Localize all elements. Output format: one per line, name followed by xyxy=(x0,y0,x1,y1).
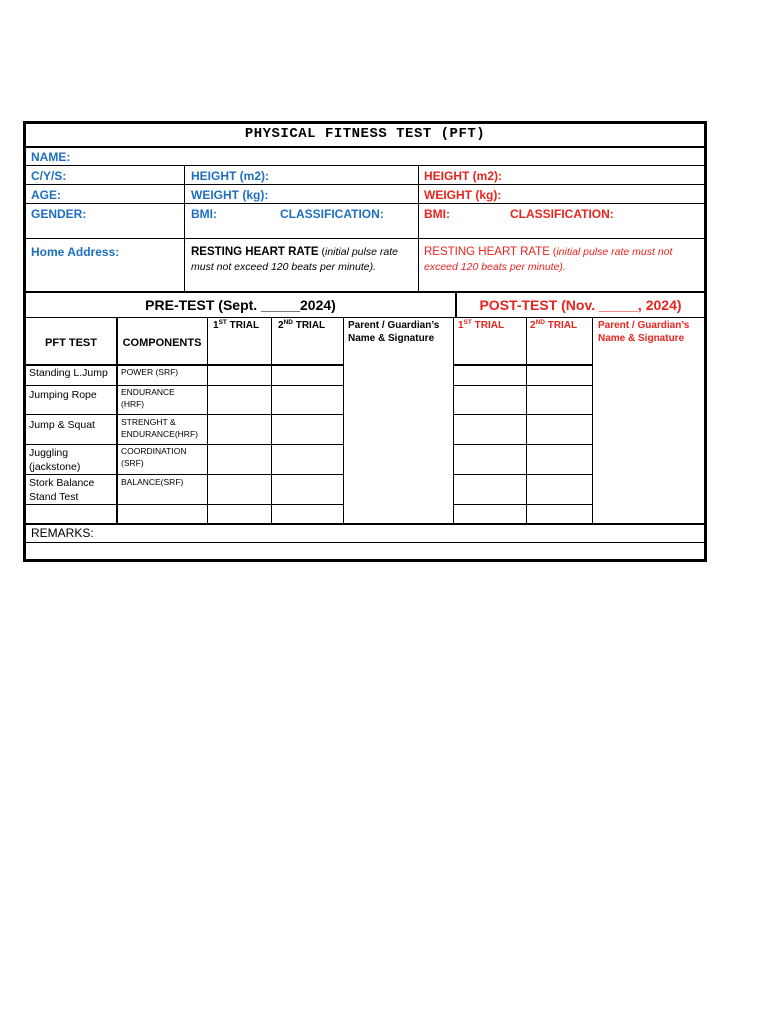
post-trial1-number: 1 xyxy=(458,320,464,331)
post-height-label: HEIGHT (m2): xyxy=(424,169,502,183)
component-1: POWER (SRF) xyxy=(121,367,179,377)
pretest-label: PRE-TEST (Sept. _____2024) xyxy=(145,297,336,313)
divider xyxy=(271,317,272,524)
pre-weight-label: WEIGHT (kg): xyxy=(191,188,269,202)
divider xyxy=(26,203,704,204)
test-name-4: Juggling (jackstone) xyxy=(29,447,81,473)
pre-trial1-header xyxy=(213,319,259,332)
pre-parent-line2: Name & Signature xyxy=(348,333,435,344)
pre-bmi-label: BMI: xyxy=(191,207,217,221)
cys-label: C/Y/S: xyxy=(31,169,67,183)
divider xyxy=(453,414,593,415)
component-5: BALANCE(SRF) xyxy=(121,477,184,487)
pft-card xyxy=(23,121,707,562)
pre-rhr-paren: ( xyxy=(318,246,325,258)
divider xyxy=(26,444,344,445)
pre-trial1-suffix: ST xyxy=(218,319,227,326)
pre-rhr-label: RESTING HEART RATE xyxy=(191,246,319,258)
post-weight-label: WEIGHT (kg): xyxy=(424,188,502,202)
pre-trial2-number: 2 xyxy=(278,320,284,331)
age-label: AGE: xyxy=(31,188,61,202)
divider xyxy=(26,523,704,525)
divider xyxy=(453,385,593,386)
post-trial1-text: TRIAL xyxy=(471,320,505,331)
test-name-5: Stork Balance Stand Test xyxy=(29,477,95,503)
pre-parent-header xyxy=(348,319,456,345)
divider xyxy=(26,474,344,475)
post-resting-heart-rate xyxy=(424,245,694,275)
post-classification-label: CLASSIFICATION: xyxy=(510,207,614,221)
post-bmi-label: BMI: xyxy=(424,207,450,221)
form-title: PHYSICAL FITNESS TEST (PFT) xyxy=(244,126,486,142)
pre-classification-label: CLASSIFICATION: xyxy=(280,207,384,221)
divider xyxy=(26,385,344,386)
divider xyxy=(592,317,593,524)
post-trial2-number: 2 xyxy=(530,320,536,331)
remarks-label: REMARKS: xyxy=(31,526,94,540)
test-name-1: Standing L.Jump xyxy=(29,367,108,379)
divider xyxy=(26,317,704,318)
pre-trial2-header xyxy=(278,319,325,332)
divider xyxy=(207,317,208,524)
post-trial2-suffix: ND xyxy=(535,319,545,326)
divider xyxy=(453,474,593,475)
divider xyxy=(453,504,593,505)
pre-trial1-text: TRIAL xyxy=(226,320,260,331)
post-parent-line1: Parent / Guardian’s xyxy=(598,320,690,331)
post-rhr-paren: ( xyxy=(549,246,557,258)
pre-height-label: HEIGHT (m2): xyxy=(191,169,269,183)
pft-test-header: PFT TEST xyxy=(45,337,97,349)
divider xyxy=(343,317,344,524)
component-4: COORDINATION (SRF) xyxy=(121,446,187,468)
test-name-3: Jump & Squat xyxy=(29,419,95,431)
pre-trial2-suffix: ND xyxy=(283,319,293,326)
divider xyxy=(26,414,344,415)
divider xyxy=(26,504,344,505)
divider xyxy=(26,146,704,148)
post-trial1-suffix: ST xyxy=(463,319,472,326)
component-2: ENDURANCE (HRF) xyxy=(121,387,175,409)
pre-rhr-note: initial pulse rate must not exceed 120 beats per minute). xyxy=(191,246,398,273)
pre-parent-line1: Parent / Guardian’s xyxy=(348,320,440,331)
divider xyxy=(453,317,454,524)
post-trial2-header xyxy=(530,319,577,332)
name-label: NAME: xyxy=(31,150,71,164)
divider xyxy=(26,542,704,543)
divider xyxy=(453,444,593,445)
test-name-2: Jumping Rope xyxy=(29,389,97,401)
post-parent-line2: Name & Signature xyxy=(598,333,685,344)
divider xyxy=(26,238,704,239)
pre-trial2-text: TRIAL xyxy=(292,320,326,331)
post-parent-header xyxy=(598,319,704,345)
divider xyxy=(453,364,593,366)
components-header: COMPONENTS xyxy=(122,337,202,349)
divider xyxy=(26,184,704,185)
post-trial2-text: TRIAL xyxy=(544,320,578,331)
post-rhr-label: RESTING HEART RATE xyxy=(424,246,550,258)
divider xyxy=(526,317,527,524)
gender-label: GENDER: xyxy=(31,207,87,221)
divider xyxy=(418,165,419,291)
home-address-label: Home Address: xyxy=(31,245,120,259)
pre-trial1-number: 1 xyxy=(213,320,219,331)
post-trial1-header xyxy=(458,319,504,332)
divider xyxy=(184,165,185,291)
post-rhr-note: initial pulse rate must not exceed 120 beats per minute). xyxy=(424,246,673,273)
posttest-label: POST-TEST (Nov. _____, 2024) xyxy=(479,297,682,313)
component-3: STRENGHT & ENDURANCE(HRF) xyxy=(121,417,198,439)
divider xyxy=(26,291,704,293)
divider xyxy=(26,165,704,166)
pre-resting-heart-rate xyxy=(191,245,413,275)
